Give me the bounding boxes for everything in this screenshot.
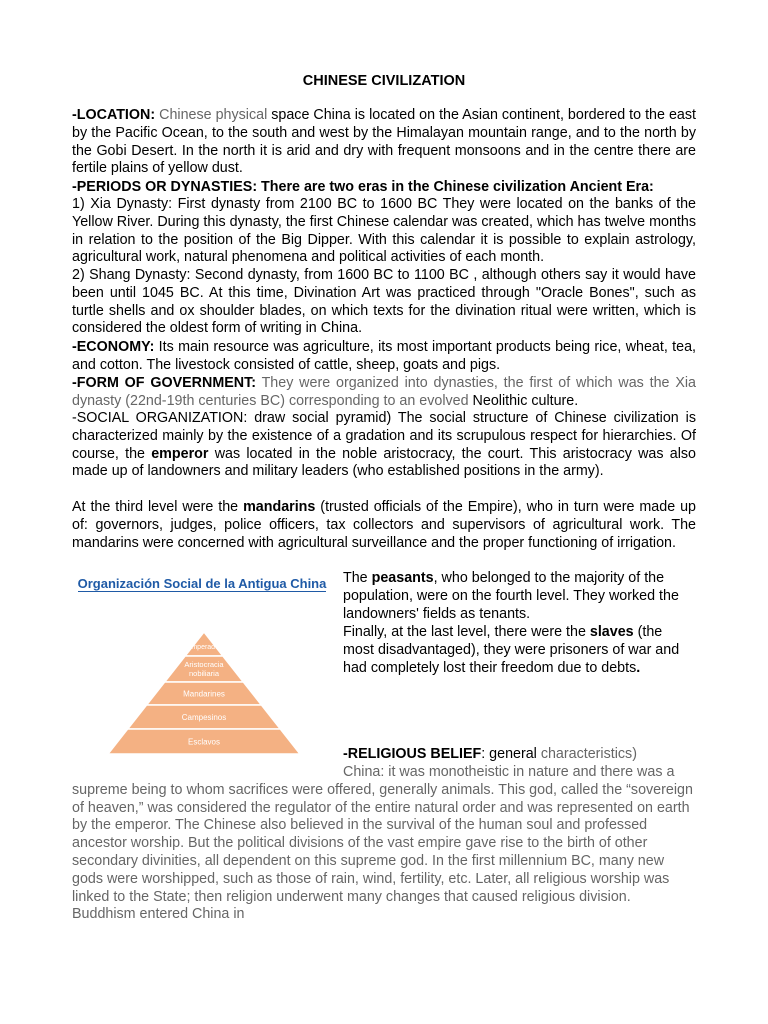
pyramid-label-2-1: Aristocracia: [184, 660, 224, 669]
pyramid-label-3: Mandarines: [183, 689, 225, 699]
peasants-term: peasants: [371, 570, 434, 586]
social-pyramid-figure: [72, 570, 332, 760]
periods-heading: -PERIODS OR DYNASTIES: There are two eras in the Chinese civilization Ancient Era:: [72, 179, 654, 195]
religion-heading: [343, 746, 696, 764]
social-text-2: was located in the noble aristocracy, the court. This aristocracy was also made up of landowners and military leaders (who established positions in the army).: [72, 445, 696, 480]
religion-body: China: it was monotheistic in nature and there was a supreme being to whom sacrifices were offered, generally animals. This god, called the “sovereign of heaven,” was considered the regulator of the entire natural order and was represented on earth by the emperor. The Chinese also believed in the survival of the human soul and professed ancestor worship. But the political divisions of the vast empire gave rise to the birth of other secondary divinities, all dependent on this supreme god. In the first millennium BC, many new gods were worshipped, such as those of rain, wind, fertility, etc. Later, all religious worship was linked to the State; then religion underwent many changes that caused religious division. Buddhism entered China in: [72, 764, 693, 923]
third-level-paragraph: [72, 499, 696, 552]
social-paragraph: [72, 410, 696, 481]
social-text-1: -SOCIAL ORGANIZATION: draw social pyramid) The social structure of Chinese civilization is characterized mainly by the existence of a gradation and its scrupulous respect for hierarchies. Of course, the: [72, 410, 696, 462]
xia-paragraph: 1) Xia Dynasty: First dynasty from 2100 BC to 1600 BC They were located on the banks of the Yellow River. During this dynasty, the first Chinese calendar was created, which has twelve months in relation to the position of the Big Dipper. With this calendar it is possible to explain astrology, agricultural work, natural phenomena and political activities of each month.: [72, 196, 696, 266]
government-text: Neolithic culture.: [472, 392, 579, 409]
peasants-paragraph: [343, 570, 696, 623]
pyramid-title-text: Organización Social de la Antigua China: [77, 576, 327, 591]
third-text-2: (trusted officials of the Empire), who in turn were made up of: governors, judges, police officers, tax collectors and supervisors of agricultural work. The mandarins were concerned with agricultural surveillance and the proper functioning of irrigation.: [72, 499, 696, 551]
location-paragraph: [72, 107, 696, 178]
slaves-paragraph: [343, 624, 696, 677]
pyramid-label-5: Esclavos: [187, 737, 221, 747]
economy-paragraph: [72, 339, 696, 375]
pyramid-svg: [72, 570, 332, 760]
peasants-text-2: , who belonged to the majority of the population, were on the fourth level. They worked the landowners' fields as tenants.: [343, 570, 679, 622]
government-label: -FORM OF GOVERNMENT:: [72, 375, 256, 391]
location-text: space China is located on the Asian continent, bordered to the east by the Pacific Ocean, to the south and west by the Himalayan mountain range, and to the north by the Gobi Desert. In the north it is arid and dry with frequent monsoons and in the centre there are fertile plains of yellow dust.: [72, 107, 696, 177]
economy-text: Its main resource was agriculture, its most important products being rice, wheat, tea, and cotton. The livestock consisted of cattle, sheep, goats and pigs.: [72, 339, 696, 373]
religion-label: -RELIGIOUS BELIEF: [343, 746, 482, 762]
religion-text: [72, 764, 696, 924]
peasants-text-1: The: [343, 570, 372, 586]
third-text-1: At the third level were the: [72, 499, 244, 515]
religion-gray: characteristics): [536, 746, 637, 762]
location-gray-text: Chinese physical: [159, 107, 268, 123]
page-title: CHINESE CIVILIZATION: [302, 73, 466, 89]
location-label: -LOCATION:: [72, 107, 156, 123]
slaves-text-1: Finally, at the last level, there were the: [343, 624, 590, 640]
slaves-end: .: [636, 659, 641, 676]
shang-paragraph: 2) Shang Dynasty: Second dynasty, from 1600 BC to 1100 BC , although others say it would have been until 1045 BC. At this time, Divination Art was practiced through "Oracle Bones", such as turtle shells and ox shoulder blades, on which texts for the divination ritual were written, which is considered the oldest form of writing in China.: [72, 267, 696, 337]
government-paragraph: [72, 375, 696, 411]
pyramid-label-2-2: nobiliaria: [188, 669, 220, 678]
government-gray-text: They were organized into dynasties, the first of which was the Xia dynasty (22nd-19th centuries BC) corresponding to an evolved: [72, 375, 696, 409]
emperor-term: emperor: [151, 445, 209, 462]
mandarins-term: mandarins: [243, 499, 316, 515]
pyramid-label-4: Campesinos: [181, 713, 227, 722]
slaves-term: slaves: [589, 624, 634, 640]
economy-label: -ECONOMY:: [72, 339, 155, 355]
pyramid-label-1: Emperador: [186, 644, 222, 651]
religion-colon: : general: [481, 746, 537, 762]
slaves-text-2: (the most disadvantaged), they were prisoners of war and had completely lost their freedom due to debts: [343, 624, 680, 676]
